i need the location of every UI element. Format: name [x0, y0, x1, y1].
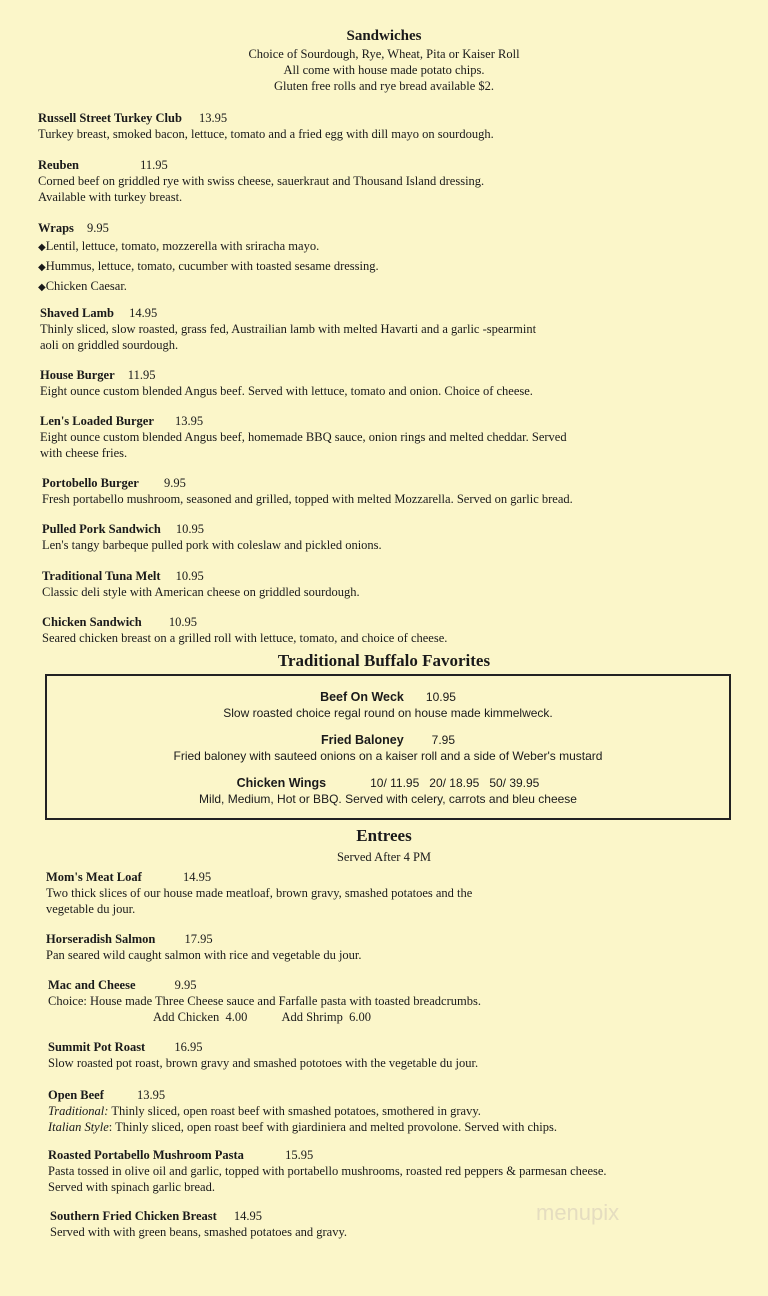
item-name: Southern Fried Chicken Breast — [50, 1209, 217, 1223]
menu-item-chicken-sandwich — [42, 614, 742, 646]
item-name: Reuben — [38, 158, 79, 172]
item-desc: Classic deli style with American cheese on griddled sourdough. — [42, 585, 360, 599]
item-price: 14.95 — [129, 306, 158, 320]
item-desc: Traditional: Thinly sliced, open roast beef with smashed potatoes, smothered in gravy. — [48, 1104, 481, 1118]
item-desc: Two thick slices of our house made meatloaf, brown gravy, smashed potatoes and the — [46, 886, 473, 900]
item-price: 7.95 — [431, 733, 456, 747]
item-price: 13.95 — [199, 111, 228, 125]
sandwiches-sub-3: Gluten free rolls and rye bread available $2. — [273, 79, 495, 93]
item-price: 10.95 — [425, 690, 456, 704]
sandwiches-heading: Sandwiches — [346, 28, 422, 44]
item-price: 13.95 — [137, 1088, 166, 1102]
wrap-option: ◆Hummus, lettuce, tomato, cucumber with toasted sesame dressing. — [38, 259, 379, 273]
item-addons — [48, 1009, 748, 1025]
item-name: Mom's Meat Loaf — [46, 870, 142, 884]
item-desc: Slow roasted choice regal round on house made kimmelweck. — [223, 706, 553, 720]
item-name: Roasted Portabello Mushroom Pasta — [48, 1148, 244, 1162]
item-price: 11.95 — [127, 368, 156, 382]
item-price: 9.95 — [174, 978, 197, 992]
menu-item-tuna-melt — [42, 568, 742, 600]
sandwiches-sub-2: All come with house made potato chips. — [283, 63, 485, 77]
diamond-bullet-icon: ◆ — [38, 282, 46, 293]
item-price: 10.95 — [175, 522, 205, 536]
item-price: 17.95 — [184, 932, 213, 946]
buffalo-item-beef-on-weck — [47, 690, 729, 720]
buffalo-item-fried-baloney — [47, 733, 729, 763]
menu-item-portabello-pasta — [48, 1147, 748, 1195]
item-desc: Served with with green beans, smashed potatoes and gravy. — [50, 1225, 348, 1239]
item-name: House Burger — [40, 368, 115, 382]
wrap-option: ◆Lentil, lettuce, tomato, mozzerella with sriracha mayo. — [38, 239, 320, 253]
menu-item-fried-chicken — [50, 1208, 750, 1240]
item-desc-2: Italian Style: Thinly sliced, open roast beef with giardiniera and melted provolone. Served with chips. — [48, 1120, 558, 1134]
item-name: Len's Loaded Burger — [40, 414, 154, 428]
item-name: Beef On Weck — [320, 690, 404, 704]
menu-item-mac-and-cheese — [48, 977, 748, 1025]
item-price: 13.95 — [175, 414, 204, 428]
item-name: Traditional Tuna Melt — [42, 569, 161, 583]
menu-item-turkey-club — [38, 110, 738, 142]
item-desc: Choice: House made Three Cheese sauce and Farfalle pasta with toasted breadcrumbs. — [48, 994, 481, 1008]
item-name: Open Beef — [48, 1088, 104, 1102]
item-price: 10/ 11.95 20/ 18.95 50/ 39.95 — [370, 776, 540, 790]
item-price: 10.95 — [168, 615, 197, 629]
item-name: Mac and Cheese — [48, 978, 136, 992]
menu-item-shaved-lamb — [40, 305, 740, 353]
item-desc: Thinly sliced, slow roasted, grass fed, Austrailian lamb with melted Havarti and a garlic -spearmint — [40, 322, 537, 336]
style-italian: Italian Style — [48, 1120, 109, 1134]
item-name: Chicken Wings — [236, 776, 327, 790]
item-desc: Pasta tossed in olive oil and garlic, topped with portabello mushrooms, roasted red peppers & parmesan cheese. — [48, 1164, 607, 1178]
menu-item-reuben — [38, 157, 738, 205]
menu-item-meat-loaf — [46, 869, 746, 917]
item-price: 14.95 — [233, 1209, 263, 1223]
item-name: Wraps — [38, 221, 74, 235]
item-desc: Eight ounce custom blended Angus beef, homemade BBQ sauce, onion rings and melted cheddar. Served — [40, 430, 567, 444]
menu-item-open-beef — [48, 1087, 748, 1135]
item-name: Portobello Burger — [42, 476, 139, 490]
item-price: 9.95 — [87, 221, 109, 235]
watermark: menupix — [536, 1200, 620, 1225]
item-price: 15.95 — [285, 1148, 314, 1162]
style-traditional: Traditional: — [48, 1104, 109, 1118]
item-desc: Corned beef on griddled rye with swiss cheese, sauerkraut and Thousand Island dressing. — [38, 174, 485, 188]
item-desc: Fried baloney with sauteed onions on a kaiser roll and a side of Weber's mustard — [173, 749, 603, 763]
buffalo-item-chicken-wings — [47, 776, 729, 806]
menu-item-pulled-pork — [42, 521, 742, 553]
item-desc: Eight ounce custom blended Angus beef. Served with lettuce, tomato and onion. Choice of cheese. — [40, 384, 533, 398]
item-desc: Fresh portabello mushroom, seasoned and grilled, topped with melted Mozzarella. Served on garlic bread. — [42, 492, 573, 506]
entrees-sub: Served After 4 PM — [336, 850, 432, 864]
sandwiches-sub-1: Choice of Sourdough, Rye, Wheat, Pita or Kaiser Roll — [248, 47, 520, 61]
item-name: Russell Street Turkey Club — [38, 111, 182, 125]
addon-shrimp: Add Shrimp 6.00 — [281, 1010, 372, 1024]
menu-item-portobello-burger — [42, 475, 742, 507]
wrap-option: ◆Chicken Caesar. — [38, 279, 127, 293]
item-name: Fried Baloney — [320, 733, 404, 747]
item-price: 14.95 — [182, 870, 212, 884]
item-desc-2: with cheese fries. — [40, 446, 128, 460]
item-desc: Seared chicken breast on a grilled roll with lettuce, tomato, and choice of cheese. — [42, 631, 448, 645]
item-desc: Len's tangy barbeque pulled pork with coleslaw and pickled onions. — [42, 538, 382, 552]
item-name: Summit Pot Roast — [48, 1040, 146, 1054]
item-desc-2: Served with spinach garlic bread. — [48, 1180, 215, 1194]
item-desc-2: vegetable du jour. — [46, 902, 136, 916]
menu-item-wraps — [38, 220, 738, 296]
addon-chicken: Add Chicken 4.00 — [153, 1010, 248, 1024]
menu-item-lens-loaded-burger — [40, 413, 740, 461]
item-name: Chicken Sandwich — [42, 615, 142, 629]
item-name: Pulled Pork Sandwich — [42, 522, 161, 536]
item-price: 16.95 — [174, 1040, 203, 1054]
menu-item-house-burger — [40, 367, 740, 399]
diamond-bullet-icon: ◆ — [38, 262, 46, 273]
buffalo-favorites-box — [45, 674, 731, 820]
item-price: 9.95 — [163, 476, 186, 490]
item-desc: Slow roasted pot roast, brown gravy and smashed pototoes with the vegetable du jour. — [48, 1056, 479, 1070]
item-price: 10.95 — [175, 569, 204, 583]
entrees-heading: Entrees — [356, 826, 412, 845]
item-name: Shaved Lamb — [40, 306, 114, 320]
buffalo-heading: Traditional Buffalo Favorites — [277, 651, 491, 670]
item-price: 11.95 — [140, 158, 168, 172]
item-desc: Turkey breast, smoked bacon, lettuce, tomato and a fried egg with dill mayo on sourdough. — [38, 127, 494, 141]
menu-item-horseradish-salmon — [46, 931, 746, 963]
item-desc-2: Available with turkey breast. — [38, 190, 183, 204]
item-name: Horseradish Salmon — [46, 932, 156, 946]
menu-item-pot-roast — [48, 1039, 748, 1071]
item-desc: Mild, Medium, Hot or BBQ. Served with celery, carrots and bleu cheese — [199, 792, 577, 806]
item-desc-2: aoli on griddled sourdough. — [40, 338, 179, 352]
item-desc: Pan seared wild caught salmon with rice and vegetable du jour. — [46, 948, 362, 962]
diamond-bullet-icon: ◆ — [38, 242, 46, 253]
